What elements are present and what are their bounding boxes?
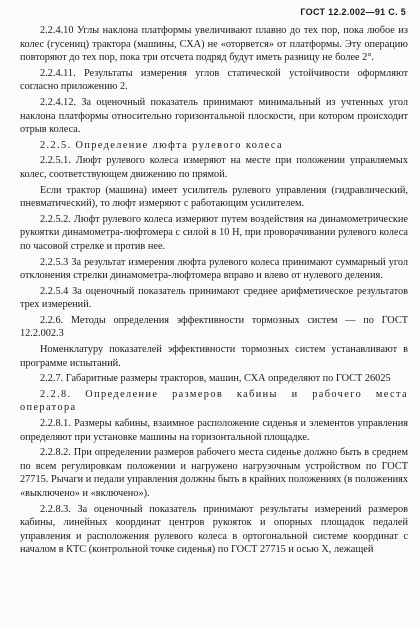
document-body (20, 24, 408, 559)
paragraph-power-steering: Если трактор (машина) имеет усилитель рулевого управления (гидравлический, пневматический), то люфт измеряют с работающим усилителем. (20, 184, 408, 210)
paragraph-2-2-8-1: 2.2.8.1. Размеры кабины, взаимное расположение сиденья и элементов управления определяют при установке машины на горизонтальной площадке. (20, 418, 408, 443)
paragraph-brake-nomenclature: Номенклатуру показателей эффективности тормозных систем устанавливают в программе испытаний. (20, 344, 408, 369)
section-heading-2-2-5: 2.2.5. Определение люфта рулевого колеса (40, 139, 283, 151)
paragraph-2-2-5-3: 2.2.5.3 За результат измерения люфта рулевого колеса принимают суммарный угол отклонения стрелки динамометра-люфтомера вправо и влево от нулевого деления. (20, 256, 408, 282)
paragraph-2-2-4-12: 2.2.4.12. За оценочный показатель принимают минимальный из учтенных угол наклона платформы относительно горизонтальной плоскости, при котором происходит отрыв колеса. (20, 96, 408, 136)
paragraph-2-2-5-2: 2.2.5.2. Люфт рулевого колеса измеряют путем воздействия на динамометрические рукоятки динамометра-люфтомера с силой в 10 Н, при проворачивании рулевого колеса по часовой стрелке и против нее. (20, 213, 408, 252)
paragraph-2-2-5-4: 2.2.5.4 За оценочный показатель принимают среднее арифметическое результатов трех измерений. (20, 285, 408, 311)
paragraph-2-2-8-3: 2.2.8.3. За оценочный показатель принимают результаты измерений размеров кабины, линейных координат центров рукояток и опорных площадок педалей управления и расположения рулевого колеса в ортогональной системе координат с началом в КТС (контрольной точке сиденья) по ГОСТ 27715 и осью X, лежащей (20, 503, 408, 556)
paragraph-2-2-8-2: 2.2.8.2. При определении размеров рабочего места сиденье должно быть в среднем по всем регулировкам положении и нагружено нагрузочным устройством по ГОСТ 27715. Рычаги и педали управления должны быть в крайних положениях (в положениях «выключено» и «включено»). (20, 447, 408, 499)
paragraph-2-2-5-1: 2.2.5.1. Люфт рулевого колеса измеряют на месте при положении управляемых колес, соответствующем движению по прямой. (20, 155, 408, 180)
section-heading-2-2-8: 2.2.8. Определение размеров кабины и рабочего места оператора (20, 388, 408, 414)
paragraph-2-2-7: 2.2.7. Габаритные размеры тракторов, машин, СХА определяют по ГОСТ 26025 (40, 373, 391, 385)
paragraph-2-2-6: 2.2.6. Методы определения эффективности тормозных систем — по ГОСТ 12.2.002.3 (20, 314, 408, 340)
paragraph-2-2-4-10: 2.2.4.10 Углы наклона платформы увеличивают плавно до тех пор, пока любое из колес (гусениц) трактора (машины, СХА) не «оторвется» от платформы. Эту операцию повторяют до тех пор, пока три отсчета подряд будут иметь разницу не более 2°. (20, 25, 408, 64)
page-header: ГОСТ 12.2.002—91 С. 5 (300, 7, 406, 17)
paragraph-2-2-4-11: 2.2.4.11. Результаты измерения углов статической устойчивости оформляют согласно приложению 2. (20, 67, 408, 93)
